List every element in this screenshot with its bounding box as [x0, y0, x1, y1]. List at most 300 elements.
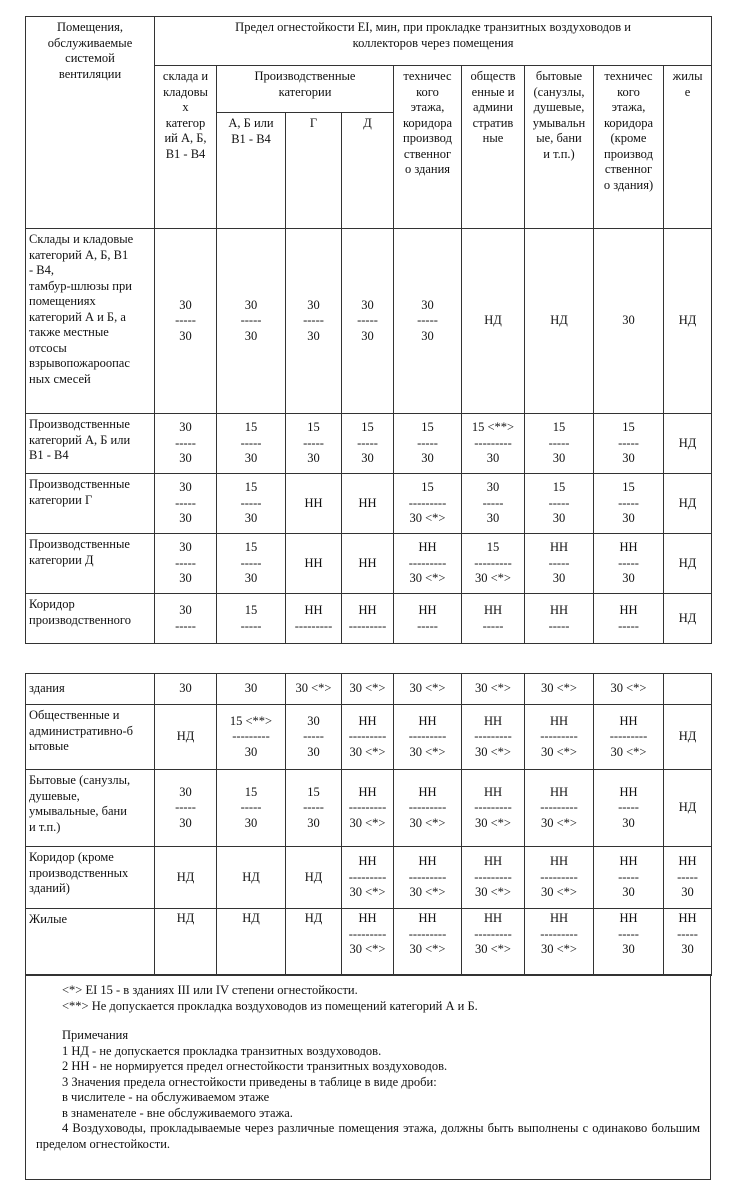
value-cell: [342, 847, 394, 909]
text-line: 30: [307, 713, 320, 728]
text-line: 30: [622, 885, 635, 900]
text-line: тамбур-шлюзы при: [29, 278, 132, 293]
text-line: Помещения,: [57, 20, 123, 34]
row-label: [26, 847, 155, 909]
text-line: душевые,: [533, 100, 585, 114]
text-line: 30: [552, 511, 566, 526]
text-line: 30 <*>: [409, 744, 446, 759]
text-line: НН: [358, 713, 377, 728]
text-line: -----: [417, 435, 438, 450]
value-cell: [286, 534, 342, 594]
text-line: ---------: [474, 800, 512, 815]
text-line: 30: [179, 480, 192, 495]
text-line: коридора: [402, 115, 453, 130]
value-cell: [342, 414, 394, 474]
text-line: -----: [175, 800, 196, 815]
text-line: и т.п.): [543, 146, 575, 161]
header-production-group: [217, 66, 394, 113]
text-line: ---------: [408, 729, 447, 744]
value-cell: [342, 909, 394, 976]
text-line: 15: [307, 784, 320, 799]
text-line: НД: [678, 435, 697, 450]
text-line: -----: [303, 435, 324, 450]
text-line: кого: [617, 84, 640, 99]
text-line: 15: [244, 420, 258, 435]
text-line: умывальн: [532, 115, 586, 130]
text-line: ---------: [540, 729, 578, 744]
text-line: ---------: [609, 729, 648, 744]
row-label: [26, 909, 155, 976]
value-cell: [155, 534, 217, 594]
text-line: НД: [678, 800, 697, 815]
value-cell: [155, 674, 217, 705]
text-line: -----: [240, 555, 262, 570]
text-line: В1 - В4: [231, 131, 271, 146]
value-cell: [155, 909, 217, 976]
text-line: -----: [240, 800, 262, 815]
text-line: отсосы: [29, 340, 67, 355]
text-line: кладовы: [163, 84, 208, 99]
table-row: [26, 229, 712, 414]
text-line: -----: [175, 435, 196, 450]
text-line: 30 <*>: [610, 744, 647, 759]
value-cell: [462, 594, 525, 644]
text-line: 15: [622, 420, 635, 435]
text-line: вентиляции: [58, 66, 122, 81]
text-line: 30 <*>: [475, 885, 511, 900]
note-3-denominator: в знаменателе - вне обслуживаемого этажа.: [62, 1105, 293, 1120]
header-premises: [26, 17, 155, 229]
text-line: ственног: [604, 162, 653, 176]
table-row: [26, 594, 712, 644]
text-line: Производственные: [29, 477, 130, 491]
table-row: [26, 847, 712, 909]
text-line: -----: [618, 926, 639, 941]
text-line: НН: [483, 784, 503, 799]
text-line: взрывопожароопас: [29, 356, 130, 370]
text-line: ные: [482, 131, 504, 145]
text-line: -----: [482, 495, 504, 510]
value-cell: [462, 474, 525, 534]
text-line: -----: [677, 869, 698, 884]
value-cell: [217, 705, 286, 770]
value-cell: [525, 674, 594, 705]
text-line: Жилые: [29, 912, 68, 926]
text-line: 30 <*>: [409, 511, 446, 526]
value-cell: [342, 705, 394, 770]
text-line: ---------: [474, 926, 512, 941]
text-line: категории Д: [29, 552, 94, 567]
value-cell: [155, 847, 217, 909]
text-line: административно-б: [29, 723, 134, 738]
text-line: системой: [65, 51, 115, 65]
text-line: 30: [421, 297, 434, 312]
text-line: ---------: [408, 800, 447, 815]
text-line: 30 <*>: [295, 681, 332, 696]
text-line: обществ: [470, 69, 516, 83]
row-label: [26, 770, 155, 847]
text-line: этажа,: [611, 100, 646, 114]
value-cell: [664, 909, 712, 976]
text-line: ---------: [348, 618, 387, 633]
text-line: 30 <*>: [409, 942, 446, 956]
text-line: 15: [421, 480, 434, 495]
text-line: 15: [244, 540, 258, 555]
text-line: 30: [681, 885, 694, 900]
value-cell: [525, 594, 594, 644]
text-line: 15: [244, 784, 258, 799]
text-line: НД: [678, 313, 697, 328]
value-cell: [664, 705, 712, 770]
header-col-cat-g: Г: [286, 113, 342, 229]
value-cell: [342, 474, 394, 534]
text-line: Предел огнестойкости EI, мин, при прокладке транзитных воздуховодов и: [235, 20, 631, 34]
note-2: 2 НН - не нормируется предел огнестойкости транзитных воздуховодов.: [62, 1059, 448, 1073]
text-line: НН: [358, 854, 377, 869]
value-cell: [462, 847, 525, 909]
value-cell: [217, 847, 286, 909]
value-cell: [594, 909, 664, 976]
text-line: 30: [179, 784, 192, 799]
text-line: ---------: [540, 800, 578, 815]
text-line: -----: [175, 618, 196, 633]
text-line: коллекторов через помещения: [352, 35, 514, 50]
text-line: 30 <*>: [541, 744, 577, 759]
text-line: х: [182, 100, 189, 114]
text-line: 30: [421, 328, 434, 343]
text-line: здания: [29, 681, 65, 696]
value-cell: [286, 909, 342, 976]
text-line: НН: [418, 911, 437, 925]
text-line: НН: [549, 603, 569, 617]
text-line: НН: [549, 713, 569, 728]
text-line: категории Г: [29, 492, 93, 507]
text-line: склада и: [162, 69, 209, 83]
value-cell: [342, 770, 394, 847]
text-line: НН: [619, 603, 638, 617]
text-line: умывальные, бани: [29, 804, 127, 818]
text-line: -----: [618, 495, 639, 510]
value-cell: [394, 534, 462, 594]
text-line: -----: [548, 435, 570, 450]
text-line: 30 <*>: [409, 815, 446, 830]
value-cell: [462, 770, 525, 847]
value-cell: [594, 674, 664, 705]
text-line: -----: [548, 555, 570, 570]
text-line: категор: [165, 115, 206, 130]
text-line: -----: [618, 618, 639, 633]
value-cell: [217, 594, 286, 644]
text-line: - В4,: [29, 263, 54, 277]
note-4: 4 Воздуховоды, прокладываемые через различные помещения этажа, должны быть выполнены с одинаково большим пределом огнестойкости.: [36, 1121, 700, 1151]
text-line: 30: [244, 571, 258, 586]
header-col-public: [462, 66, 525, 229]
text-line: НН: [549, 784, 569, 799]
text-line: Коридор: [29, 597, 75, 611]
text-line: енные и: [471, 84, 515, 99]
text-line: НН: [358, 495, 377, 510]
text-line: ---------: [294, 618, 333, 633]
text-line: НД: [242, 911, 260, 925]
text-line: -----: [677, 926, 698, 941]
table-row: [26, 909, 712, 976]
text-line: -----: [417, 313, 438, 328]
text-line: -----: [357, 313, 378, 328]
value-cell: [462, 909, 525, 976]
text-line: 30: [307, 815, 320, 830]
text-line: ---------: [348, 926, 387, 941]
text-line: техничес: [604, 69, 653, 83]
text-line: 30: [622, 942, 635, 956]
text-line: НН: [418, 603, 437, 617]
value-cell: [462, 229, 525, 414]
text-line: -----: [303, 729, 324, 744]
text-line: НД: [176, 729, 195, 744]
text-line: обслуживаемые: [47, 35, 133, 50]
value-cell: [394, 414, 462, 474]
table-row: [26, 534, 712, 594]
value-cell: [394, 674, 462, 705]
value-cell: [525, 909, 594, 976]
value-cell: [286, 674, 342, 705]
value-cell: [664, 474, 712, 534]
text-line: НН: [549, 911, 569, 925]
text-line: 30: [486, 511, 500, 526]
row-label: [26, 674, 155, 705]
text-line: жилы: [672, 69, 703, 83]
text-line: 30 <*>: [409, 681, 446, 696]
text-line: 30: [179, 603, 192, 617]
text-line: 30 <*>: [541, 885, 577, 900]
text-line: НН: [619, 784, 638, 799]
text-line: 30 <*>: [349, 942, 386, 956]
value-cell: [525, 474, 594, 534]
text-line: бытовые: [535, 69, 583, 83]
text-line: 30: [244, 328, 258, 343]
note-3-numerator: в числителе - на обслуживаемом этаже: [62, 1090, 270, 1104]
text-line: -----: [175, 313, 196, 328]
text-line: 30: [179, 297, 192, 312]
text-line: НН: [358, 911, 377, 925]
text-line: ---------: [408, 495, 447, 510]
text-line: НН: [483, 854, 503, 869]
text-line: НН: [418, 854, 437, 869]
text-line: НН: [304, 555, 323, 570]
row-label: [26, 534, 155, 594]
value-cell: [286, 594, 342, 644]
text-line: е: [684, 84, 691, 99]
text-line: 30: [179, 420, 192, 435]
text-line: -----: [240, 495, 262, 510]
text-line: производ: [604, 146, 653, 161]
text-line: 30 <*>: [541, 942, 577, 956]
text-line: -----: [175, 555, 196, 570]
text-line: 30 <*>: [475, 815, 511, 830]
text-line: 15: [361, 420, 374, 435]
text-line: 30: [179, 815, 192, 830]
text-line: кого: [416, 84, 439, 99]
text-line: В1 - В4: [29, 448, 69, 462]
text-line: НН: [304, 603, 323, 617]
value-cell: [155, 770, 217, 847]
text-line: 30: [622, 571, 635, 586]
text-line: Коридор (кроме: [29, 850, 114, 864]
text-line: о здания): [603, 177, 654, 192]
text-line: 30: [622, 511, 635, 526]
text-line: 30: [244, 511, 258, 526]
text-line: ---------: [348, 869, 387, 884]
text-line: 15: [421, 420, 434, 435]
text-line: НН: [619, 713, 638, 728]
header-title: [155, 17, 712, 66]
text-line: 30 <*>: [349, 744, 386, 759]
value-cell: [286, 474, 342, 534]
value-cell: [594, 534, 664, 594]
header-col-technical-floor: [394, 66, 462, 229]
value-cell: [462, 534, 525, 594]
text-line: 30 <*>: [475, 942, 511, 956]
text-line: 30: [361, 328, 374, 343]
text-line: 30 <*>: [409, 885, 446, 900]
text-line: -----: [548, 618, 570, 633]
value-cell: [155, 594, 217, 644]
text-line: -----: [357, 435, 378, 450]
text-line: -----: [482, 618, 504, 633]
text-line: 30: [244, 815, 258, 830]
value-cell: [664, 594, 712, 644]
value-cell: [217, 414, 286, 474]
text-line: НН: [619, 540, 638, 555]
text-line: -----: [548, 495, 570, 510]
value-cell: [286, 705, 342, 770]
text-line: НД: [304, 869, 323, 884]
text-line: НН: [549, 854, 569, 869]
value-cell: [664, 534, 712, 594]
text-line: -----: [175, 495, 196, 510]
value-cell: [155, 414, 217, 474]
text-line: ---------: [232, 729, 270, 744]
text-line: 30: [179, 328, 192, 343]
row-label: [26, 229, 155, 414]
value-cell: [525, 847, 594, 909]
table-row: [26, 770, 712, 847]
text-line: В1 - В4: [165, 146, 206, 161]
value-cell: [394, 770, 462, 847]
value-cell: [594, 847, 664, 909]
text-line: (санузлы,: [533, 84, 585, 99]
text-line: НН: [358, 555, 377, 570]
text-line: НД: [678, 555, 697, 570]
value-cell: [342, 534, 394, 594]
value-cell: [155, 474, 217, 534]
header-col-cat-ab: [217, 113, 286, 229]
text-line: НД: [678, 729, 697, 744]
text-line: 15: [244, 480, 258, 495]
table-row: [26, 414, 712, 474]
text-line: 15 <**>: [471, 420, 515, 435]
text-line: 30 <*>: [349, 815, 386, 830]
text-line: НН: [418, 784, 437, 799]
text-line: 30 <*>: [541, 681, 577, 696]
value-cell: [155, 229, 217, 414]
value-cell: [217, 770, 286, 847]
value-cell: [594, 594, 664, 644]
text-line: ---------: [474, 729, 512, 744]
text-line: ---------: [408, 926, 447, 941]
text-line: -----: [618, 869, 639, 884]
text-line: НН: [483, 911, 503, 925]
text-line: ий А, Б,: [164, 131, 207, 145]
footnote-2: <**> Не допускается прокладка воздуховодов из помещений категорий А и Б.: [62, 998, 478, 1013]
text-line: (кроме: [610, 131, 647, 145]
text-line: НН: [678, 854, 697, 869]
value-cell: [342, 674, 394, 705]
text-line: А, Б или: [228, 116, 274, 130]
text-line: ---------: [474, 869, 512, 884]
text-line: категорий А и Б, а: [29, 309, 126, 324]
text-line: 30: [307, 328, 320, 343]
value-cell: [525, 229, 594, 414]
text-line: 30 <*>: [475, 681, 511, 696]
text-line: 30 <*>: [475, 744, 511, 759]
value-cell: [664, 414, 712, 474]
notes-heading: Примечания: [62, 1028, 129, 1042]
text-line: ---------: [540, 926, 578, 941]
text-line: 30: [244, 681, 258, 696]
value-cell: [394, 229, 462, 414]
text-line: 30: [622, 815, 635, 830]
text-line: НН: [418, 713, 437, 728]
text-line: ---------: [408, 555, 447, 570]
text-line: 30: [307, 297, 320, 312]
text-line: ---------: [474, 435, 512, 450]
text-line: НД: [242, 869, 260, 884]
text-line: 15: [244, 603, 258, 617]
value-cell: [594, 474, 664, 534]
value-cell: [394, 705, 462, 770]
fire-resistance-table-part2: [25, 673, 712, 976]
text-line: НН: [619, 911, 638, 925]
text-line: 15 <**>: [229, 713, 273, 728]
text-line: 30: [244, 297, 258, 312]
value-cell: [217, 534, 286, 594]
value-cell: [462, 414, 525, 474]
text-line: ---------: [540, 869, 578, 884]
row-label: [26, 414, 155, 474]
text-line: -----: [303, 313, 324, 328]
text-line: НН: [358, 603, 377, 617]
text-line: 15: [622, 480, 635, 495]
fire-resistance-table-part1: [25, 16, 712, 644]
value-cell: [525, 534, 594, 594]
text-line: 30 <*>: [475, 571, 511, 586]
text-line: НН: [483, 713, 503, 728]
value-cell: [394, 847, 462, 909]
text-line: ---------: [348, 729, 387, 744]
text-line: 30: [361, 451, 374, 466]
value-cell: [286, 847, 342, 909]
header-col-storage: [155, 66, 217, 229]
value-cell: [664, 229, 712, 414]
text-line: -----: [618, 800, 639, 815]
text-line: ---------: [348, 800, 387, 815]
text-line: 30: [244, 744, 258, 759]
text-line: -----: [303, 800, 324, 815]
notes-block: [25, 974, 711, 1180]
text-line: НН: [483, 603, 503, 617]
footnote-1: <*> EI 15 - в зданиях III или IV степени огнестойкости.: [62, 983, 358, 997]
value-cell: [286, 770, 342, 847]
